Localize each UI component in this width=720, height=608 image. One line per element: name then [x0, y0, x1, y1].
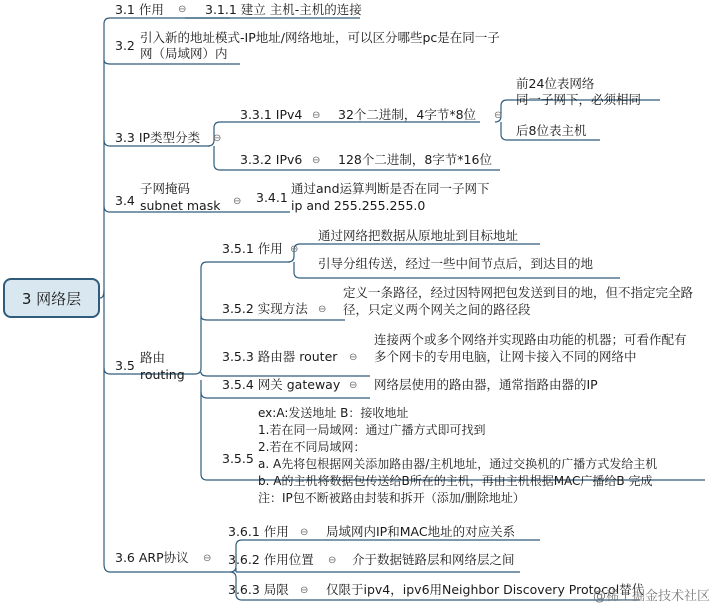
node-3-5-3-line2[interactable]: 多个网卡的专用电脑，让网卡接入不同的网络中: [374, 349, 637, 364]
node-ipv4-network-line2[interactable]: 同一子网下，必须相同: [516, 92, 642, 107]
collapse-icon[interactable]: ⊖: [494, 110, 503, 121]
node-3-5-5-line[interactable]: ex:A:发送地址 B：接收地址: [258, 406, 409, 420]
node-3-6-2[interactable]: 3.6.2 作用位置: [228, 552, 314, 567]
collapse-icon[interactable]: ⊖: [300, 527, 309, 538]
node-3-5-5-line[interactable]: 注：IP包不断被路由封装和拆开（添加/删除地址）: [258, 491, 525, 505]
collapse-icon[interactable]: ⊖: [318, 304, 327, 315]
node-3-5-number: 3.5: [115, 358, 135, 373]
node-3-5-5-line[interactable]: 1.若在同一局域网：通过广播方式即可找到: [258, 423, 486, 437]
node-3-6-2-desc[interactable]: 介于数据链路层和网络层之间: [352, 552, 515, 567]
node-3-6-3-desc[interactable]: 仅限于ipv4，ipv6用Neighbor Discovery Protocol替代: [326, 582, 645, 597]
node-3-4-number: 3.4: [115, 193, 135, 208]
node-3-4-line2[interactable]: subnet mask: [140, 198, 221, 213]
root-node[interactable]: [3, 278, 100, 318]
node-3-5-5-line[interactable]: a. A先将包根据网关添加路由器/主机地址，通过交换机的广播方式发给主机: [258, 457, 658, 471]
node-3-4-1[interactable]: 3.4.1: [256, 190, 288, 205]
collapse-icon[interactable]: ⊖: [349, 352, 358, 363]
node-3-5-5[interactable]: 3.5.5: [222, 451, 254, 466]
node-3-5-1-a[interactable]: 通过网络把数据从原地址到目标地址: [318, 228, 519, 243]
node-3-6-1[interactable]: 3.6.1 作用: [228, 524, 289, 539]
collapse-icon[interactable]: ⊖: [312, 155, 321, 166]
node-3-4-line1[interactable]: 子网掩码: [140, 181, 191, 196]
collapse-icon[interactable]: ⊖: [290, 244, 299, 255]
node-3-5-2[interactable]: 3.5.2 实现方法: [222, 301, 308, 316]
node-3-3-1[interactable]: 3.3.1 IPv4: [240, 107, 303, 122]
node-3-5-1[interactable]: 3.5.1 作用: [222, 241, 283, 256]
node-3-5-2-line1[interactable]: 定义一条路径，经过因特网把包发送到目的地，但不指定完全路: [343, 285, 694, 300]
watermark: @稀土掘金技术社区: [592, 589, 710, 604]
node-3-5-3-line1[interactable]: 连接两个或多个网络并实现路由功能的机器；可看作配有: [374, 332, 687, 347]
collapse-icon[interactable]: ⊖: [328, 555, 337, 566]
collapse-icon[interactable]: ⊖: [349, 380, 358, 391]
node-3-6-3[interactable]: 3.6.3 局限: [228, 582, 289, 597]
node-3-5-3[interactable]: 3.5.3 路由器 router: [222, 349, 338, 364]
collapse-icon[interactable]: ⊖: [300, 585, 309, 596]
node-3-6[interactable]: 3.6 ARP协议: [115, 550, 189, 565]
collapse-icon[interactable]: ⊖: [233, 196, 242, 207]
collapse-icon[interactable]: ⊖: [312, 110, 321, 121]
node-3-5-5-line[interactable]: 2.若在不同局域网：: [258, 440, 366, 454]
collapse-icon[interactable]: ⊖: [213, 133, 222, 144]
collapse-icon[interactable]: ⊖: [178, 4, 187, 15]
node-ipv4-host[interactable]: 后8位表主机: [516, 123, 587, 138]
node-3-3-1-desc[interactable]: 32个二进制，4字节*8位: [338, 107, 477, 122]
node-3-5-line2[interactable]: routing: [140, 367, 185, 382]
node-3-2-number: 3.2: [115, 38, 135, 53]
node-3-4-1-line1[interactable]: 通过and运算判断是否在同一子网下: [291, 181, 490, 196]
node-3-5-4[interactable]: 3.5.4 网关 gateway: [222, 377, 341, 392]
node-3-1[interactable]: 3.1 作用: [115, 2, 164, 17]
root-label: 3 网络层: [21, 289, 82, 308]
node-ipv4-network-line1[interactable]: 前24位表网络: [516, 76, 595, 91]
node-3-3[interactable]: 3.3 IP类型分类: [115, 130, 201, 145]
node-3-5-2-line2[interactable]: 径，只定义两个网关之间的路径段: [343, 302, 531, 317]
node-3-5-5-line[interactable]: b. A的主机将数据包传送给B所在的主机，再由主机根据MAC广播给B 完成: [258, 474, 653, 488]
node-3-3-2[interactable]: 3.3.2 IPv6: [240, 152, 303, 167]
node-3-4-1-line2[interactable]: ip and 255.255.255.0: [291, 198, 426, 213]
node-3-1-1[interactable]: 3.1.1 建立 主机-主机的连接: [205, 2, 362, 17]
node-3-6-1-desc[interactable]: 局域网内IP和MAC地址的对应关系: [326, 524, 516, 539]
node-3-5-line1[interactable]: 路由: [140, 350, 166, 365]
node-3-3-2-desc[interactable]: 128个二进制，8字节*16位: [338, 152, 492, 167]
node-3-5-1-b[interactable]: 引导分组传送，经过一些中间节点后，到达目的地: [318, 256, 594, 271]
node-3-5-4-desc[interactable]: 网络层使用的路由器，通常指路由器的IP: [374, 377, 598, 392]
node-3-2-line1[interactable]: 引入新的地址模式-IP地址/网络地址，可以区分哪些pc是在同一子: [140, 30, 500, 45]
collapse-icon[interactable]: ⊖: [203, 553, 212, 564]
node-3-2-line2[interactable]: 网（局域网）内: [140, 46, 228, 61]
